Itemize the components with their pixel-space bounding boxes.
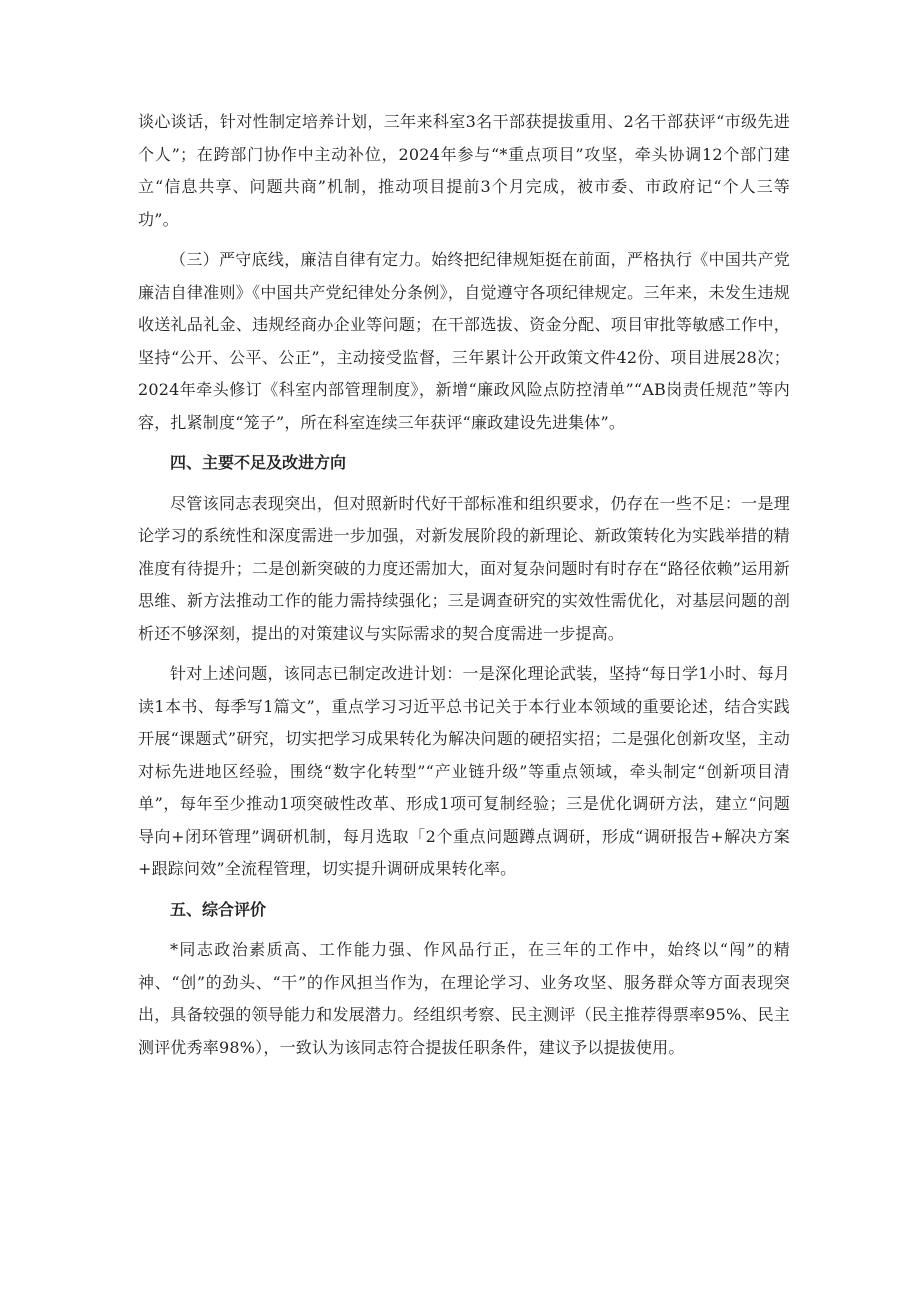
paragraph-improvement-plan: 针对上述问题，该同志已制定改进计划：一是深化理论武装，坚持“每日学1小时、每月读1本书、每季写1篇文”，重点学习习近平总书记关于本行业本领域的重要论述，结合实践开展“课题式”研究，切实把学习成果转化为解决问题的硬招实招；二是强化创新攻坚，主动对标先进地区经验，围绕“数字化转型”“产业链升级”等重点领域，牵头制定“创新项目清单”，每年至少推动1项突破性改革、形成1项可复制经验；三是优化调研方法，建立“问题导向+闭环管理”调研机制，每月选取「2个重点问题蹲点调研，形成“调研报告+解决方案+跟踪问效”全流程管理，切实提升调研成果转化率。: [138, 664, 790, 878]
paragraph-continuation: 谈心谈话，针对性制定培养计划，三年来科室3名干部获提拔重用、2名干部获评“市级先进个人”；在跨部门协作中主动补位，2024年参与“*重点项目”攻坚，牵头协调12个部门建立“信息共享、问题共商”机制，推动项目提前3个月完成，被市委、市政府记“个人三等功”。: [138, 112, 790, 229]
paragraph-evaluation: *同志政治素质高、工作能力强、作风品行正，在三年的工作中，始终以“闯”的精神、“创”的劲头、“干”的作风担当作为，在理论学习、业务攻坚、服务群众等方面表现突出，具备较强的领导能力和发展潜力。经组织考察、民主测评（民主推荐得票率95%、民主测评优秀率98%），一致认为该同志符合提拔任职条件，建议予以提拔使用。: [138, 940, 790, 1057]
section-heading-evaluation: 五、综合评价: [170, 899, 267, 919]
document-page: [138, 106, 790, 1064]
paragraph-shortcomings: 尽管该同志表现突出，但对照新时代好干部标准和组织要求，仍存在一些不足：一是理论学习的系统性和深度需进一步加强，对新发展阶段的新理论、新政策转化为实践举措的精准度有待提升；二是创新突破的力度还需加大，面对复杂问题时有时存在“路径依赖”运用新思维、新方法推动工作的能力需持续强化；三是调查研究的实效性需优化，对基层问题的剖析还不够深刻，提出的对策建议与实际需求的契合度需进一步提高。: [138, 493, 790, 643]
section-heading-shortcomings: 四、主要不足及改进方向: [170, 453, 347, 472]
paragraph-integrity: （三）严守底线，廉洁自律有定力。始终把纪律规矩挺在前面，严格执行《中国共产党廉洁自律准则》《中国共产党纪律处分条例》，自觉遵守各项纪律规定。三年来，未发生违规收送礼品礼金、违规经商办企业等问题；在干部选拔、资金分配、项目审批等敏感工作中，坚持“公开、公平、公正”，主动接受监督，三年累计公开政策文件42份、项目进展28次；2024年牵头修订《科室内部管理制度》，新增“廉政风险点防控清单”“AB岗责任规范”等内容，扎紧制度“笼子”，所在科室连续三年获评“廉政建设先进集体”。: [138, 250, 790, 432]
